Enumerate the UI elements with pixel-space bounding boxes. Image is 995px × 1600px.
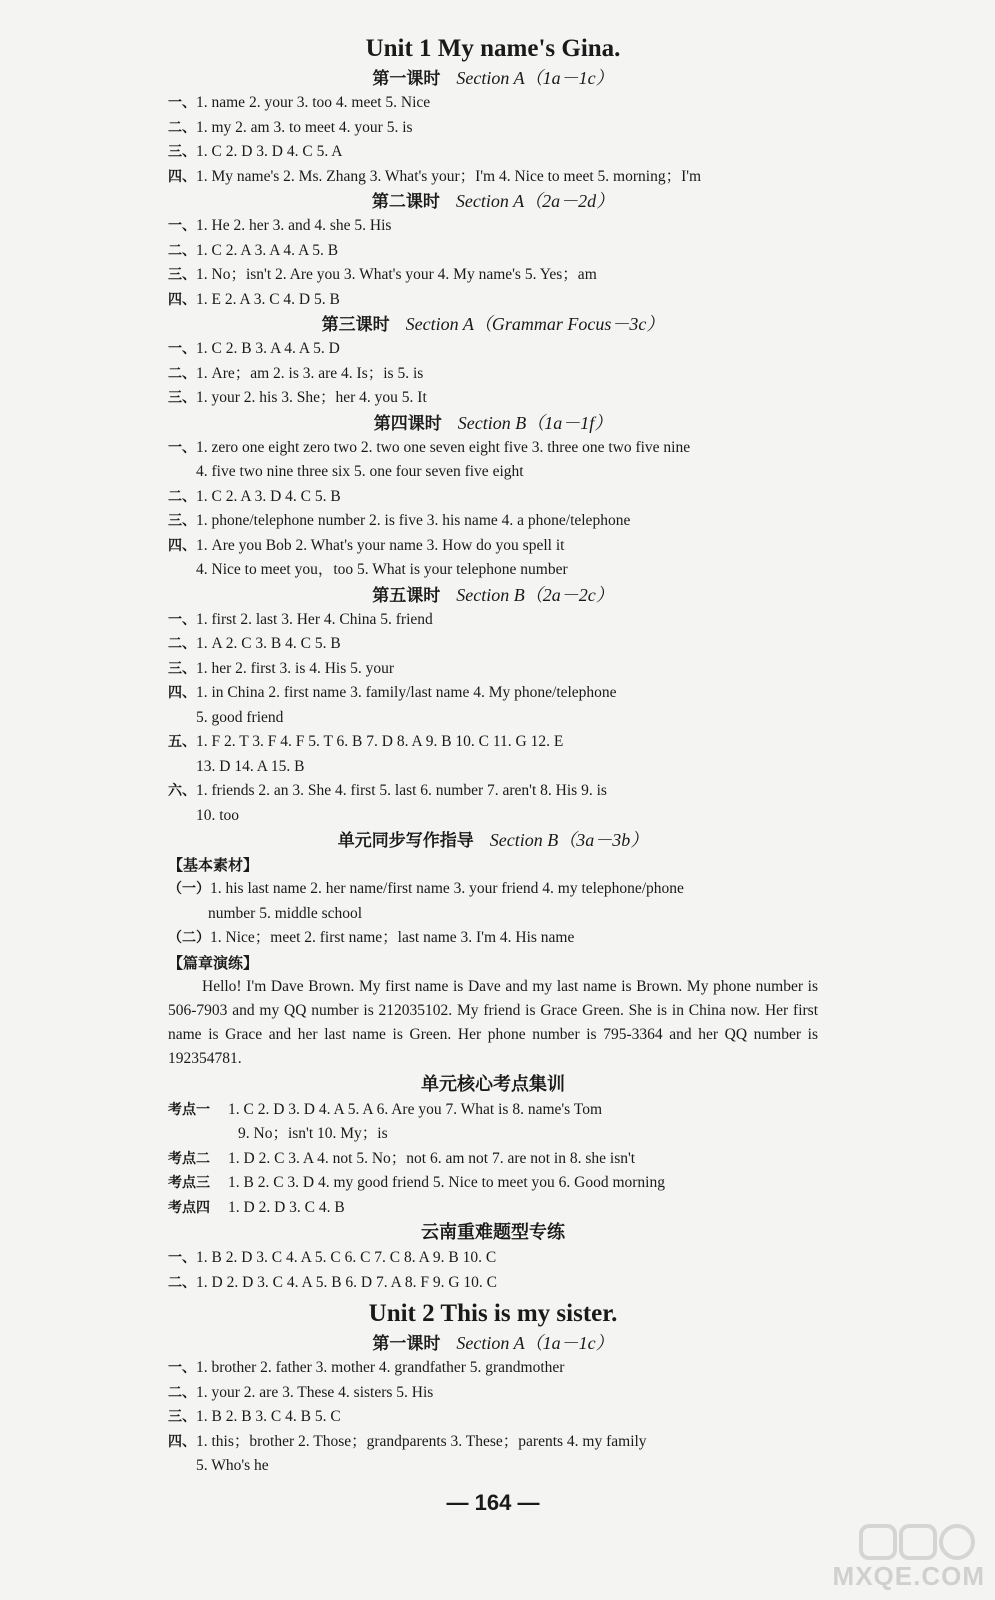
answer-line: 二、1. A 2. C 3. B 4. C 5. B <box>168 635 341 652</box>
answer-line: 5. good friend <box>196 708 284 726</box>
watermark-text: MXQE.COM <box>832 1561 985 1591</box>
answer-line: 一、1. zero one eight zero two 2. two one seven eight five 3. three one two five nine <box>168 438 691 456</box>
answer-line: 六、1. friends 2. an 3. She 4. first 5. last 6. number 7. aren't 8. His 9. is <box>168 782 607 799</box>
lesson-title: 第三课时 Section A（Grammar Focus－3c） <box>321 314 665 335</box>
practice-heading: 【篇章演练】 <box>168 953 259 972</box>
unit-title: Unit 1 My name's Gina. <box>365 35 621 62</box>
answer-line: 一、1. B 2. D 3. C 4. A 5. C 6. C 7. C 8. A 9. B 10. C <box>168 1249 497 1267</box>
answer-line: 一、1. C 2. B 3. A 4. A 5. D <box>168 340 340 357</box>
answer-line: 考点二 1. D 2. C 3. A 4. not 5. No；not 6. am not 7. are not in 8. she isn't <box>168 1149 636 1167</box>
answer-line: 10. too <box>196 806 240 824</box>
answer-line: 四、1. in China 2. first name 3. family/last name 4. My phone/telephone <box>168 684 617 701</box>
answer-line: 一、1. name 2. your 3. too 4. meet 5. Nice <box>168 94 431 111</box>
answer-line: 二、1. D 2. D 3. C 4. A 5. B 6. D 7. A 8. F 9. G 10. C <box>168 1273 498 1291</box>
watermark-icon <box>859 1522 979 1562</box>
answer-line: 二、1. your 2. are 3. These 4. sisters 5. His <box>168 1383 434 1401</box>
answer-line: 三、1. her 2. first 3. is 4. His 5. your <box>168 659 395 677</box>
lesson-title: 单元同步写作指导 Section B（3a－3b） <box>337 830 649 851</box>
answer-line: 三、1. C 2. D 3. D 4. C 5. A <box>168 143 343 160</box>
lesson-title <box>168 66 818 91</box>
answer-line: 二、1. my 2. am 3. to meet 4. your 5. is <box>168 118 413 136</box>
answer-line: 四、1. Are you Bob 2. What's your name 3. How do you spell it <box>168 536 565 554</box>
yunnan-practice-title: 云南重难题型专练 <box>421 1222 565 1244</box>
answer-line: 四、1. E 2. A 3. C 4. D 5. B <box>168 290 340 308</box>
answer-line: 一、1. first 2. last 3. Her 4. China 5. friend <box>168 610 433 628</box>
lesson-title: 第一课时 Section A（1a－1c） <box>372 1333 614 1355</box>
answer-line: 四、1. My name's 2. Ms. Zhang 3. What's your；I'm 4. Nice to meet 5. morning；I'm <box>168 167 702 185</box>
lesson-en: Section A（1a－1c） <box>456 68 614 88</box>
lesson-cn: 第一课时 <box>372 69 441 89</box>
answer-line: 四、1. this；brother 2. Those；grandparents 3. These；parents 4. my family <box>168 1432 647 1450</box>
answer-line: 三、1. phone/telephone number 2. is five 3. his name 4. a phone/telephone <box>168 512 631 529</box>
answer-line: 三、1. No；isn't 2. Are you 3. What's your 4. My name's 5. Yes；am <box>168 266 597 283</box>
sample-paragraph: Hello! I'm Dave Brown. My first name is Dave and my last name is Brown. My phone number is 506-7903 and my QQ number is 212035102. My friend is Grace Green. She is in China now. Her first name is Grace and her last name is Green. Her phone number is 795-3364 and her QQ number is 192354781. <box>168 977 818 1068</box>
answer-line: 5. Who's he <box>196 1457 269 1475</box>
answer-line: 13. D 14. A 15. B <box>196 757 305 775</box>
basic-material-heading: 【基本素材】 <box>168 856 259 874</box>
answer-line: 二、1. Are；am 2. is 3. are 4. Is；is 5. is <box>168 364 424 382</box>
answer-line: 一、1. He 2. her 3. and 4. she 5. His <box>168 217 392 234</box>
answer-line: 4. five two nine three six 5. one four seven five eight <box>196 463 524 480</box>
answer-line: number 5. middle school <box>208 904 363 922</box>
answer-line: 五、1. F 2. T 3. F 4. F 5. T 6. B 7. D 8. A 9. B 10. C 11. G 12. E <box>168 733 564 750</box>
answer-line: （一）1. his last name 2. her name/first name 3. your friend 4. my telephone/phone <box>168 880 684 897</box>
lesson-title: 第二课时 Section A（2a－2d） <box>371 191 615 212</box>
lesson-title: 第四课时 Section B（1a－1f） <box>373 412 613 434</box>
answer-line: （二）1. Nice；meet 2. first name；last name 3. I'm 4. His name <box>168 929 575 946</box>
watermark-logo <box>832 1522 985 1592</box>
core-points-title: 单元核心考点集训 <box>421 1073 565 1095</box>
answer-page <box>168 30 818 1515</box>
lesson-title: 第五课时 Section B（2a－2c） <box>372 584 614 606</box>
answer-line: 考点四 1. D 2. D 3. C 4. B <box>168 1198 345 1216</box>
answer-line: 二、1. C 2. A 3. A 4. A 5. B <box>168 241 339 259</box>
answer-line: 三、1. B 2. B 3. C 4. B 5. C <box>168 1408 341 1426</box>
answer-line: 三、1. your 2. his 3. She；her 4. you 5. It <box>168 389 427 406</box>
answer-line: 考点三 1. B 2. C 3. D 4. my good friend 5. Nice to meet you 6. Good morning <box>168 1174 665 1192</box>
answer-line: 9. No；isn't 10. My；is <box>238 1125 388 1143</box>
unit-title: Unit 2 This is my sister. <box>368 1300 618 1328</box>
answer-line: 二、1. C 2. A 3. D 4. C 5. B <box>168 487 341 505</box>
answer-line: 4. Nice to meet you，too 5. What is your telephone number <box>196 561 568 578</box>
answer-line: 一、1. brother 2. father 3. mother 4. grandfather 5. grandmother <box>168 1359 565 1377</box>
page-number: — 164 — <box>446 1490 540 1515</box>
answer-line: 考点一 1. C 2. D 3. D 4. A 5. A 6. Are you 7. What is 8. name's Tom <box>168 1100 602 1118</box>
